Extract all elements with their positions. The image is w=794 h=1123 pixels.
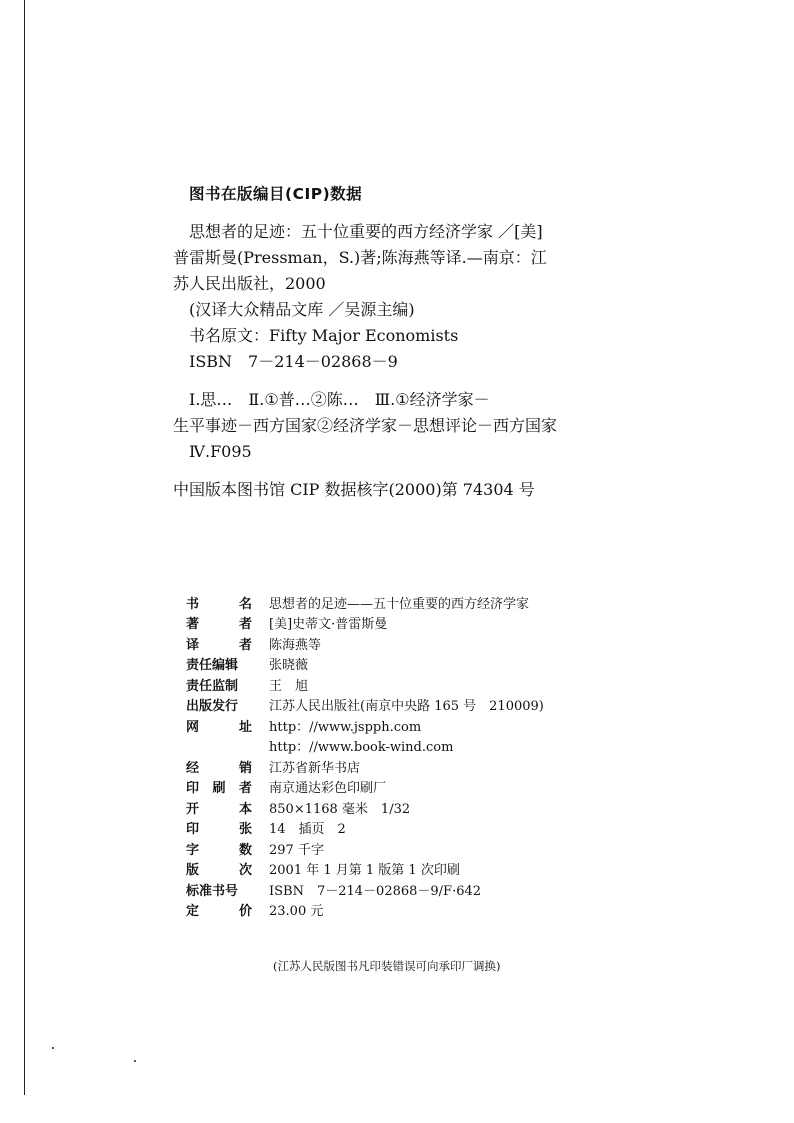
cip-isbn: ISBN 7－214－02868－9 — [189, 352, 398, 371]
imprint-value: ISBN 7－214－02868－9/F·642 — [269, 883, 482, 899]
imprint-label: 标准书号 — [186, 883, 239, 899]
imprint-label: 著 者 — [186, 617, 252, 633]
imprint-row — [186, 695, 544, 716]
cip-entry-line-2: 普雷斯曼(Pressman，S.)著;陈海燕等译.—南京：江 — [173, 248, 547, 267]
cip-entry-line-1: 思想者的足迹：五十位重要的西方经济学家 ／[美] — [189, 222, 543, 241]
imprint-label: 责任监制 — [186, 678, 239, 694]
imprint-value: 南京通达彩色印刷厂 — [269, 781, 387, 797]
imprint-label — [186, 736, 269, 757]
imprint-label: 印 张 — [186, 822, 252, 838]
imprint-value: 江苏人民出版社(南京中央路 165 号 210009) — [269, 699, 544, 715]
scan-speck — [52, 1047, 54, 1049]
cip-record-number: 中国版本图书馆 CIP 数据核字(2000)第 74304 号 — [173, 480, 535, 499]
imprint-label: 印 刷 者 — [186, 781, 252, 797]
imprint-value: 850×1168 毫米 1/32 — [269, 801, 411, 817]
imprint-label: 书 名 — [186, 596, 252, 612]
imprint-row — [186, 736, 544, 757]
imprint-label: 责任编辑 — [186, 658, 239, 674]
scan-speck — [134, 1060, 136, 1062]
cip-series: (汉译大众精品文库 ／吴源主编) — [189, 300, 415, 319]
cip-data-block — [173, 181, 643, 503]
imprint-value: http：//www.jspph.com — [269, 719, 422, 735]
imprint-value: 14 插页 2 — [269, 822, 346, 838]
imprint-value: 张晓薇 — [269, 658, 309, 674]
imprint-row — [186, 818, 544, 839]
imprint-value: 思想者的足迹——五十位重要的西方经济学家 — [269, 596, 530, 612]
cip-entry-line-3: 苏人民出版社，2000 — [173, 274, 326, 293]
imprint-value: 王 旭 — [269, 678, 309, 694]
replacement-notice: (江苏人民版图书凡印装错误可向承印厂调换) — [273, 959, 501, 973]
imprint-label: 字 数 — [186, 842, 252, 858]
imprint-value: 23.00 元 — [269, 904, 324, 920]
imprint-row — [186, 756, 544, 777]
imprint-row — [186, 859, 544, 880]
imprint-label: 开 本 — [186, 801, 252, 817]
imprint-row — [186, 900, 544, 921]
page-binding-line — [24, 0, 25, 1095]
imprint-value: 2001 年 1 月第 1 版第 1 次印刷 — [269, 863, 460, 879]
imprint-row — [186, 654, 544, 675]
imprint-value: [美]史蒂文·普雷斯曼 — [269, 617, 388, 633]
imprint-label: 译 者 — [186, 637, 252, 653]
imprint-block — [186, 592, 636, 920]
imprint-row — [186, 777, 544, 798]
imprint-row — [186, 838, 544, 859]
imprint-label: 版 次 — [186, 863, 252, 879]
imprint-row — [186, 879, 544, 900]
imprint-label: 定 价 — [186, 904, 252, 920]
imprint-value: 江苏省新华书店 — [269, 760, 361, 776]
cip-subjects-line-1: Ⅰ.思… Ⅱ.①普…②陈… Ⅲ.①经济学家－ — [189, 390, 490, 409]
cip-classification: Ⅳ.F095 — [189, 442, 252, 461]
imprint-label: 出版发行 — [186, 699, 239, 715]
imprint-row — [186, 674, 544, 695]
imprint-label: 网 址 — [186, 719, 252, 735]
imprint-value: http：//www.book-wind.com — [269, 740, 454, 756]
imprint-row — [186, 715, 544, 736]
cip-original-title: 书名原文：Fifty Major Economists — [189, 326, 459, 345]
imprint-row — [186, 592, 544, 613]
imprint-value: 297 千字 — [269, 842, 324, 858]
imprint-value: 陈海燕等 — [269, 637, 322, 653]
imprint-row — [186, 797, 544, 818]
cip-heading: 图书在版编目(CIP)数据 — [189, 185, 363, 203]
cip-subjects-line-2: 生平事迹－西方国家②经济学家－思想评论－西方国家 — [173, 416, 558, 435]
imprint-row — [186, 633, 544, 654]
imprint-label: 经 销 — [186, 760, 252, 776]
imprint-table — [186, 592, 544, 920]
imprint-row — [186, 613, 544, 634]
